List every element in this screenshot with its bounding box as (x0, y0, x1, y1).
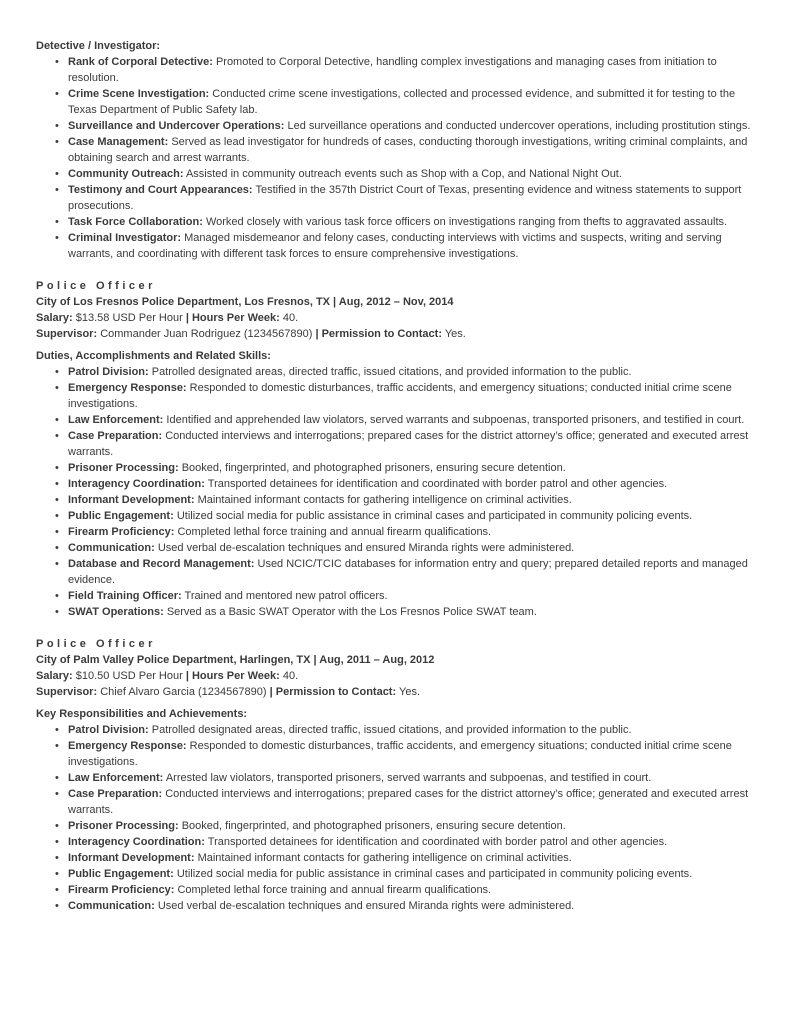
supervisor-value: Chief Alvaro Garcia (1234567890) (100, 686, 267, 698)
bullet-text: Booked, fingerprinted, and photographed prisoners, ensuring secure detention. (181, 820, 566, 832)
bullet-label: Law Enforcement: (68, 772, 164, 784)
bullet-label: Task Force Collaboration: (68, 216, 203, 228)
bullet-label: Firearm Proficiency: (68, 884, 175, 896)
bullet-label: Firearm Proficiency: (68, 526, 175, 538)
bullet-label: Informant Development: (68, 494, 195, 506)
bullet-item (68, 214, 757, 230)
bullet-item (68, 508, 757, 524)
bullet-label: Crime Scene Investigation: (68, 88, 210, 100)
bullet-text: Conducted crime scene investigations, collected and processed evidence, and submitted it for testing to the Texas Department of Public Safety lab. (68, 88, 736, 116)
job-org-line: City of Los Fresnos Police Department, Los Fresnos, TX | Aug, 2012 – Nov, 2014 (36, 296, 454, 308)
bullet-item (68, 898, 757, 914)
job-org-line: City of Palm Valley Police Department, Harlingen, TX | Aug, 2011 – Aug, 2012 (36, 654, 435, 666)
salary-value: $13.58 USD Per Hour (75, 312, 183, 324)
bullet-text: Conducted interviews and interrogations; prepared cases for the district attorney’s office; generated and executed arrest warrants. (68, 430, 749, 458)
bullet-label: Field Training Officer: (68, 590, 182, 602)
bullet-text: Assisted in community outreach events such as Shop with a Cop, and National Night Out. (185, 168, 622, 180)
bullet-label: Interagency Coordination: (68, 836, 205, 848)
bullet-text: Patrolled designated areas, directed traffic, issued citations, and provided information to the public. (151, 724, 632, 736)
pipe-separator: | (185, 670, 189, 682)
bullet-text: Completed lethal force training and annual firearm qualifications. (177, 526, 492, 538)
bullet-label: Public Engagement: (68, 868, 174, 880)
bullet-label: SWAT Operations: (68, 606, 164, 618)
bullet-item (68, 166, 757, 182)
job-salary-line (36, 310, 757, 326)
bullet-label: Patrol Division: (68, 366, 149, 378)
bullet-label: Public Engagement: (68, 510, 174, 522)
job-title: Police Officer (36, 638, 156, 650)
bullet-label: Communication: (68, 900, 155, 912)
bullet-label: Rank of Corporal Detective: (68, 56, 213, 68)
hours-value: 40. (282, 670, 299, 682)
bullet-item (68, 428, 757, 460)
bullet-item (68, 380, 757, 412)
bullet-item (68, 412, 757, 428)
bullet-text: Conducted interviews and interrogations; prepared cases for the district attorney’s office; generated and executed arrest warrants. (68, 788, 749, 816)
bullet-item (68, 54, 757, 86)
bullet-label: Database and Record Management: (68, 558, 255, 570)
job-supervisor-line (36, 684, 757, 700)
bullet-text: Completed lethal force training and annual firearm qualifications. (177, 884, 492, 896)
permission-value: Yes. (444, 328, 466, 340)
bullet-list (36, 364, 757, 620)
bullet-label: Law Enforcement: (68, 414, 164, 426)
bullet-label: Case Preparation: (68, 788, 163, 800)
bullet-item (68, 230, 757, 262)
bullet-text: Promoted to Corporal Detective, handling complex investigations and managing cases from initiation to resolution. (68, 56, 717, 84)
bullet-label: Case Preparation: (68, 430, 163, 442)
bullet-label: Community Outreach: (68, 168, 184, 180)
permission-label: Permission to Contact: (321, 328, 442, 340)
bullet-item (68, 182, 757, 214)
pipe-separator: | (315, 328, 319, 340)
bullet-label: Case Management: (68, 136, 169, 148)
bullet-item (68, 738, 757, 770)
bullet-text: Transported detainees for identification and coordinated with border patrol and other agencies. (207, 836, 668, 848)
bullet-label: Communication: (68, 542, 155, 554)
permission-label: Permission to Contact: (275, 686, 397, 698)
job-entry-palm-valley (36, 636, 757, 914)
bullet-text: Maintained informant contacts for gathering intelligence on criminal activities. (197, 852, 572, 864)
permission-value: Yes. (399, 686, 421, 698)
bullet-label: Patrol Division: (68, 724, 149, 736)
bullet-label: Interagency Coordination: (68, 478, 205, 490)
bullet-item (68, 604, 757, 620)
section-heading: Detective / Investigator: (36, 40, 161, 52)
bullet-item (68, 866, 757, 882)
bullet-text: Used verbal de-escalation techniques and ensured Miranda rights were administered. (157, 542, 575, 554)
bullet-label: Testimony and Court Appearances: (68, 184, 253, 196)
bullet-item (68, 86, 757, 118)
bullet-item (68, 722, 757, 738)
job-title: Police Officer (36, 280, 156, 292)
bullet-text: Booked, fingerprinted, and photographed prisoners, ensuring secure detention. (181, 462, 566, 474)
bullet-item (68, 476, 757, 492)
job-salary-line (36, 668, 757, 684)
bullet-text: Transported detainees for identification and coordinated with border patrol and other agencies. (207, 478, 668, 490)
bullet-text: Used NCIC/TCIC databases for information entry and query; prepared detailed reports and managed evidence. (68, 558, 748, 586)
bullet-item (68, 492, 757, 508)
bullet-list (36, 722, 757, 914)
bullet-item (68, 850, 757, 866)
job-supervisor-line (36, 326, 757, 342)
bullet-item (68, 364, 757, 380)
bullet-text: Used verbal de-escalation techniques and ensured Miranda rights were administered. (157, 900, 575, 912)
pipe-separator: | (269, 686, 273, 698)
job-duties-heading: Key Responsibilities and Achievements: (36, 708, 248, 720)
bullet-text: Utilized social media for public assistance in criminal cases and participated in community policing events. (176, 868, 693, 880)
bullet-item (68, 524, 757, 540)
bullet-text: Utilized social media for public assistance in criminal cases and participated in community policing events. (176, 510, 693, 522)
hours-label: Hours Per Week: (191, 670, 280, 682)
hours-label: Hours Per Week: (191, 312, 280, 324)
bullet-text: Maintained informant contacts for gathering intelligence on criminal activities. (197, 494, 572, 506)
supervisor-value: Commander Juan Rodriguez (1234567890) (100, 328, 313, 340)
bullet-item (68, 882, 757, 898)
section-detective-investigator (36, 38, 757, 262)
bullet-text: Served as lead investigator for hundreds of cases, conducting thorough investigations, writing criminal complaints, and obtaining search and arrest warrants. (68, 136, 748, 164)
bullet-text: Worked closely with various task force officers on investigations ranging from thefts to aggravated assaults. (205, 216, 728, 228)
bullet-text: Identified and apprehended law violators, served warrants and subpoenas, transported prisoners, and testified in court. (166, 414, 745, 426)
bullet-label: Prisoner Processing: (68, 462, 179, 474)
pipe-separator: | (185, 312, 189, 324)
bullet-item (68, 540, 757, 556)
bullet-text: Responded to domestic disturbances, traffic accidents, and emergency situations; conducted initial crime scene investigations. (68, 382, 732, 410)
bullet-text: Arrested law violators, transported prisoners, served warrants and subpoenas, and testified in court. (165, 772, 652, 784)
bullet-text: Patrolled designated areas, directed traffic, issued citations, and provided information to the public. (151, 366, 632, 378)
hours-value: 40. (282, 312, 299, 324)
bullet-label: Surveillance and Undercover Operations: (68, 120, 285, 132)
bullet-text: Managed misdemeanor and felony cases, conducting interviews with victims and suspects, writing and serving warrants, and coordinating with different task forces to ensure comprehensive investigations. (68, 232, 722, 260)
bullet-text: Trained and mentored new patrol officers. (184, 590, 388, 602)
salary-value: $10.50 USD Per Hour (75, 670, 183, 682)
bullet-label: Criminal Investigator: (68, 232, 182, 244)
bullet-text: Led surveillance operations and conducted undercover operations, including prostitution stings. (287, 120, 751, 132)
bullet-text: Served as a Basic SWAT Operator with the Los Fresnos Police SWAT team. (166, 606, 537, 618)
bullet-item (68, 786, 757, 818)
bullet-item (68, 118, 757, 134)
salary-label: Salary: (36, 312, 73, 324)
supervisor-label: Supervisor: (36, 328, 98, 340)
bullet-label: Emergency Response: (68, 382, 187, 394)
bullet-item (68, 460, 757, 476)
bullet-label: Prisoner Processing: (68, 820, 179, 832)
bullet-item (68, 834, 757, 850)
bullet-list (36, 54, 757, 262)
job-entry-los-fresnos (36, 278, 757, 620)
bullet-label: Emergency Response: (68, 740, 187, 752)
bullet-item (68, 818, 757, 834)
supervisor-label: Supervisor: (36, 686, 98, 698)
bullet-text: Testified in the 357th District Court of Texas, presenting evidence and witness statements to support prosecutions. (68, 184, 742, 212)
bullet-item (68, 588, 757, 604)
bullet-item (68, 770, 757, 786)
salary-label: Salary: (36, 670, 73, 682)
bullet-label: Informant Development: (68, 852, 195, 864)
job-duties-heading: Duties, Accomplishments and Related Skills: (36, 350, 271, 362)
bullet-text: Responded to domestic disturbances, traffic accidents, and emergency situations; conducted initial crime scene investigations. (68, 740, 732, 768)
bullet-item (68, 134, 757, 166)
bullet-item (68, 556, 757, 588)
